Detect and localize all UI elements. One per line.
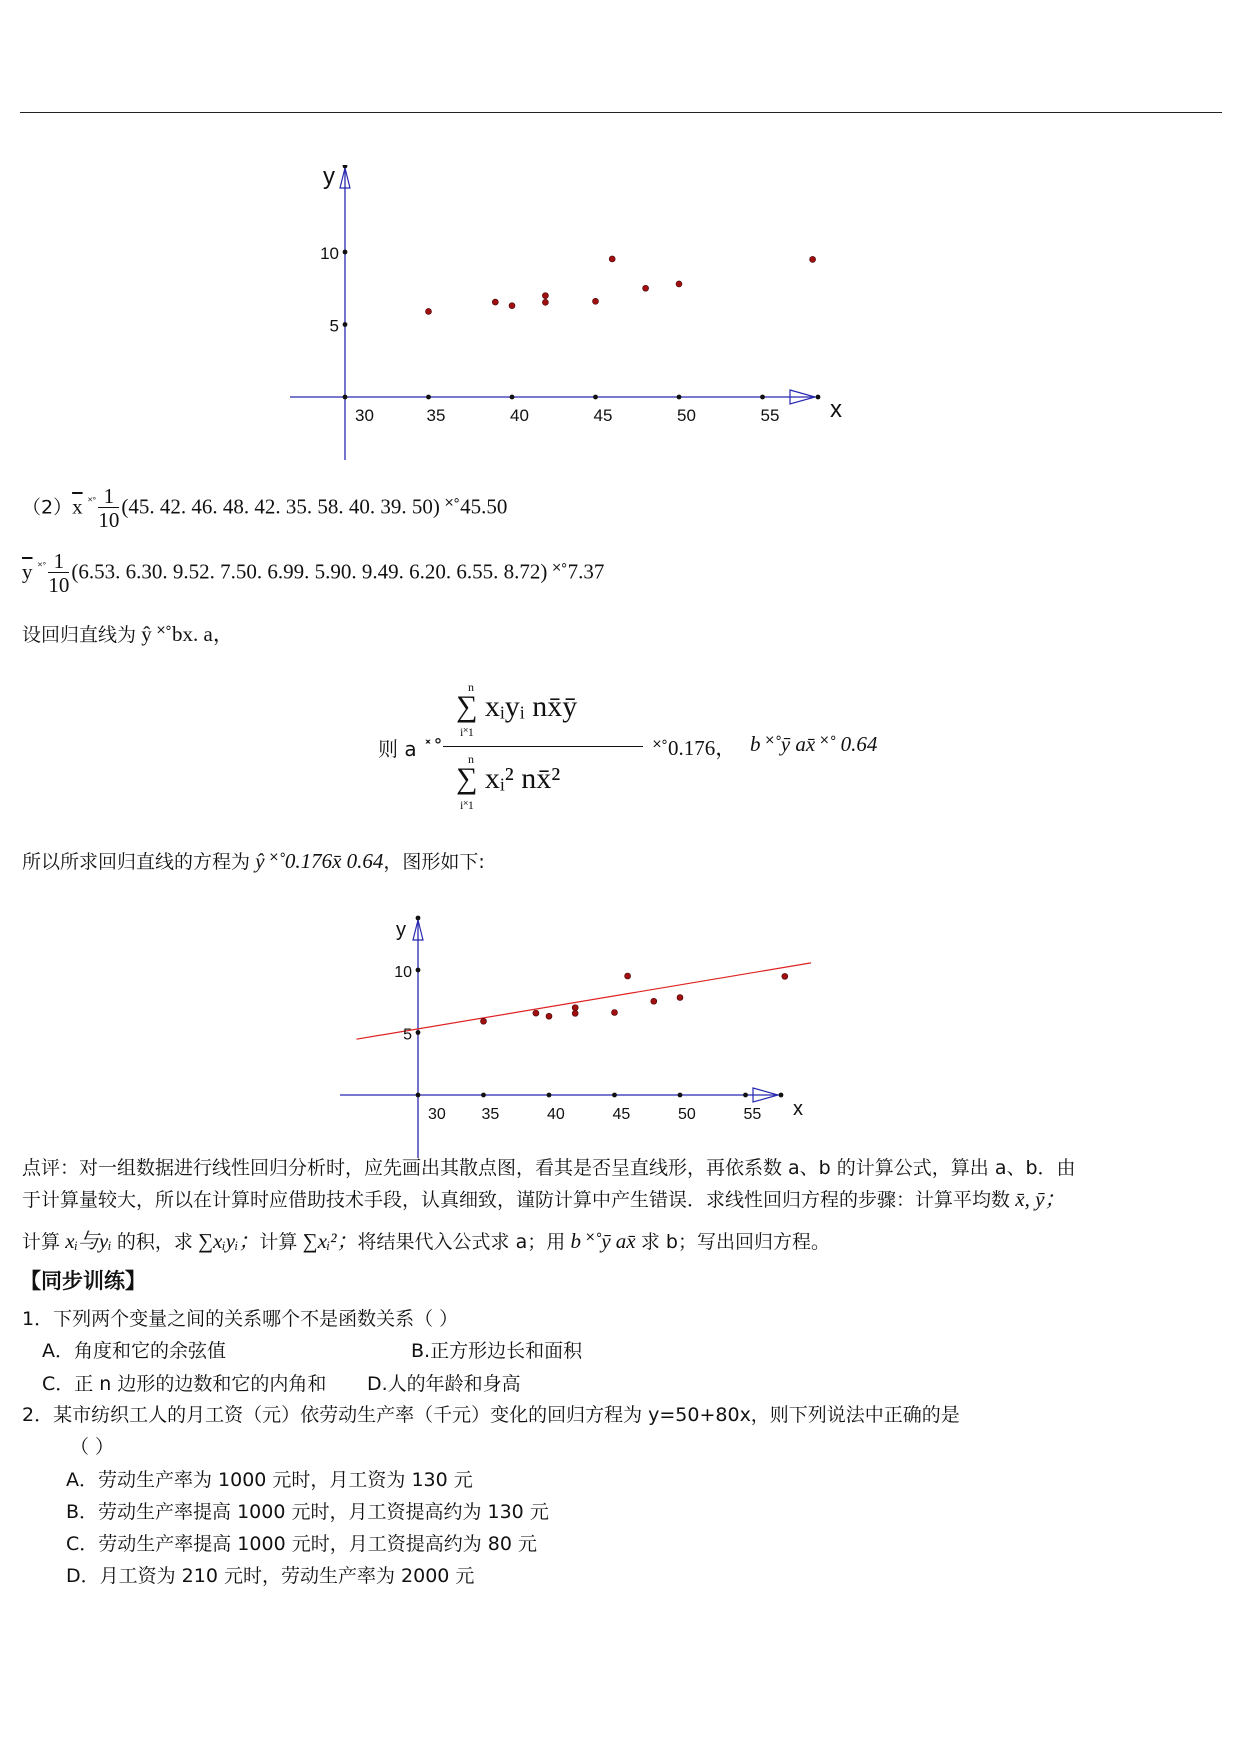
data-point xyxy=(546,1013,552,1019)
c3d: ∑xᵢyᵢ； xyxy=(192,1229,260,1253)
data-point xyxy=(426,308,432,314)
frac-numerator: 1 xyxy=(48,550,69,573)
comment-2-text: 于计算量较大，所以在计算时应借助技术手段，认真细致，谨防计算中产生错误．求线性回归方程的步骤：计算平均数 xyxy=(22,1189,1011,1211)
q1-option-d: D.人的年龄和身高 xyxy=(367,1373,521,1395)
data-point xyxy=(542,293,548,299)
c3c: 的积，求 xyxy=(116,1231,193,1253)
conclusion-math: ŷ ˟˚0.176x̄ 0.64 xyxy=(250,849,384,873)
q2-option-a: A．劳动生产率为 1000 元时，月工资为 130 元 xyxy=(66,1469,473,1491)
data-point xyxy=(609,256,615,262)
scatter-chart-2 xyxy=(340,900,910,1160)
eq-glyph: ˟˚ xyxy=(37,559,47,574)
data-point xyxy=(676,281,682,287)
x-tick-label: 30 xyxy=(428,1106,446,1123)
fraction-bar xyxy=(443,746,643,747)
data-point xyxy=(643,285,649,291)
x-tick-label: 45 xyxy=(593,406,613,425)
data-point xyxy=(593,298,599,304)
data-point xyxy=(677,995,683,1001)
y-tick-label: 10 xyxy=(320,244,339,263)
x-tick-dot xyxy=(481,1093,486,1098)
formula-result: ˟˚0.176， xyxy=(653,736,737,760)
fraction-one-tenth xyxy=(98,485,119,532)
x-tick-dot xyxy=(743,1093,748,1098)
sum-top-den: n xyxy=(468,752,474,766)
x-tick-dot xyxy=(677,395,682,400)
part-label: （2） xyxy=(22,496,73,519)
sum-top-num: n xyxy=(468,680,474,694)
y-tick-label: 10 xyxy=(394,964,412,981)
x-tick-label: 55 xyxy=(760,406,780,425)
comment-line-2 xyxy=(22,1186,1065,1213)
formula-a xyxy=(378,680,878,815)
x-tick-label: 40 xyxy=(547,1106,565,1123)
x-tick-dot xyxy=(593,395,598,400)
set-line-text: 设回归直线为 xyxy=(22,624,137,646)
x-axis-label: x xyxy=(793,1098,803,1120)
c3h: b ˟˚ȳ ax̄ xyxy=(565,1229,641,1253)
q1-option-a: A．角度和它的余弦值 xyxy=(42,1340,226,1362)
frac-denominator: 10 xyxy=(98,508,120,532)
y-axis-label: y xyxy=(396,919,406,941)
comment-line-1: 点评：对一组数据进行线性回归分析时，应先画出其散点图，看其是否呈直线形，再依系数 a、b 的计算公式，算出 a、b．由 xyxy=(22,1157,1076,1179)
data-point xyxy=(810,256,816,262)
x-tick-dot xyxy=(547,1093,552,1098)
x-tick-dot xyxy=(760,395,765,400)
x-tick-label: 50 xyxy=(678,1106,696,1123)
c3g: 将结果代入公式求 a；用 xyxy=(357,1231,566,1253)
y-tick-label: 5 xyxy=(329,316,339,336)
data-point xyxy=(481,1018,487,1024)
y-tick-label: 5 xyxy=(403,1026,412,1044)
ybar-line xyxy=(22,550,604,597)
ybar-symbol: $\overline{y}$ xyxy=(22,559,33,584)
section-title: 【同步训练】 xyxy=(20,1269,146,1293)
origin-dot xyxy=(416,1093,421,1098)
data-point xyxy=(533,1010,539,1016)
sum-bot-den: i˟1 xyxy=(460,798,474,812)
q1-option-b: B.正方形边长和面积 xyxy=(411,1340,583,1362)
comment-2-math: x̄, ȳ； xyxy=(1010,1187,1066,1211)
x-tick-dot xyxy=(510,395,515,400)
data-point xyxy=(572,1005,578,1011)
y-axis-label: y xyxy=(323,165,335,190)
x-tick-dot xyxy=(678,1093,683,1098)
xbar-symbol: $\overline{x}$ xyxy=(72,494,83,519)
x-tick-dot xyxy=(612,1093,617,1098)
x-tick-dot xyxy=(426,395,431,400)
question-1: 1．下列两个变量之间的关系哪个不是函数关系（ ） xyxy=(22,1308,459,1330)
set-line-math: ŷ ˟˚bx. a， xyxy=(136,622,234,646)
x-axis-end-dot xyxy=(779,1093,784,1098)
y-tick-dot xyxy=(343,322,348,327)
q2-option-d: D．月工资为 210 元时，劳动生产率为 2000 元 xyxy=(66,1565,475,1587)
question-2: 2．某市纺织工人的月工资（元）依劳动生产率（千元）变化的回归方程为 y=50+80x，则下列说法中正确的是 xyxy=(22,1404,960,1426)
x-tick-label: 55 xyxy=(743,1106,762,1123)
header-rule xyxy=(20,112,1222,113)
formula-fraction xyxy=(438,680,648,815)
formula-b: b ˟˚ȳ ax̄ ˟˚ 0.64 xyxy=(750,732,878,756)
frac-denominator: 10 xyxy=(48,573,70,597)
frac-numerator: 1 xyxy=(98,485,119,508)
xbar-line xyxy=(22,485,507,532)
question-2-blank: （ ） xyxy=(70,1436,115,1458)
y-axis-end-dot xyxy=(416,916,421,921)
q2-option-b: B．劳动生产率提高 1000 元时，月工资提高约为 130 元 xyxy=(66,1501,549,1523)
data-point xyxy=(651,998,657,1004)
sum-bot-num: i˟1 xyxy=(460,725,474,739)
data-point xyxy=(612,1010,618,1016)
set-regression-line xyxy=(22,621,234,648)
data-point xyxy=(492,299,498,305)
x-tick-label: 40 xyxy=(510,406,529,425)
x-tick-label: 50 xyxy=(677,406,696,425)
x-tick-label: 35 xyxy=(481,1106,500,1123)
conclusion-text: 所以所求回归直线的方程为 xyxy=(22,851,251,873)
x-tick-label: 45 xyxy=(612,1106,631,1123)
conclusion-tail: ，图形如下: xyxy=(383,851,485,873)
c3b: xᵢ与yᵢ xyxy=(60,1229,117,1253)
eq-glyph: ˟˚ xyxy=(87,494,97,509)
ybar-values: (6.53. 6.30. 9.52. 7.50. 6.99. 5.90. 9.49. 6.20. 6.55. 8.72) ˟˚7.37 xyxy=(71,559,605,584)
x-tick-label: 30 xyxy=(355,406,374,425)
fraction-one-tenth-2 xyxy=(48,550,69,597)
x-axis-label: x xyxy=(830,396,842,423)
conclusion-line xyxy=(22,848,485,875)
formula-prefix: 则 a ˟˚ xyxy=(378,737,443,761)
y-tick-dot xyxy=(343,250,348,255)
q1-option-c: C．正 n 边形的边数和它的内角和 xyxy=(42,1373,327,1395)
data-point xyxy=(509,303,515,309)
formula-denominator: ∑ xᵢ² nx̄² xyxy=(456,762,561,795)
c3i: 求 b；写出回归方程。 xyxy=(640,1231,830,1253)
y-axis-end-dot xyxy=(343,165,348,168)
y-tick-dot xyxy=(416,968,421,973)
c3a: 计算 xyxy=(22,1231,61,1253)
comment-line-3 xyxy=(22,1228,830,1255)
x-axis-end-dot xyxy=(816,395,821,400)
data-point xyxy=(625,973,631,979)
q2-option-c: C．劳动生产率提高 1000 元时，月工资提高约为 80 元 xyxy=(66,1533,537,1555)
data-point xyxy=(782,973,788,979)
x-tick-label: 35 xyxy=(426,406,446,425)
data-point xyxy=(542,299,548,305)
formula-numerator: ∑ xᵢyᵢ nx̄ȳ xyxy=(456,690,578,723)
data-point xyxy=(572,1010,578,1016)
c3f: ∑xᵢ²； xyxy=(297,1229,358,1253)
y-tick-dot xyxy=(416,1030,421,1035)
scatter-chart-1 xyxy=(290,165,950,465)
regression-line xyxy=(356,963,811,1039)
c3e: 计算 xyxy=(259,1231,298,1253)
xbar-values: (45. 42. 46. 48. 42. 35. 58. 40. 39. 50) ˟˚45.50 xyxy=(121,494,508,519)
origin-dot xyxy=(343,395,348,400)
